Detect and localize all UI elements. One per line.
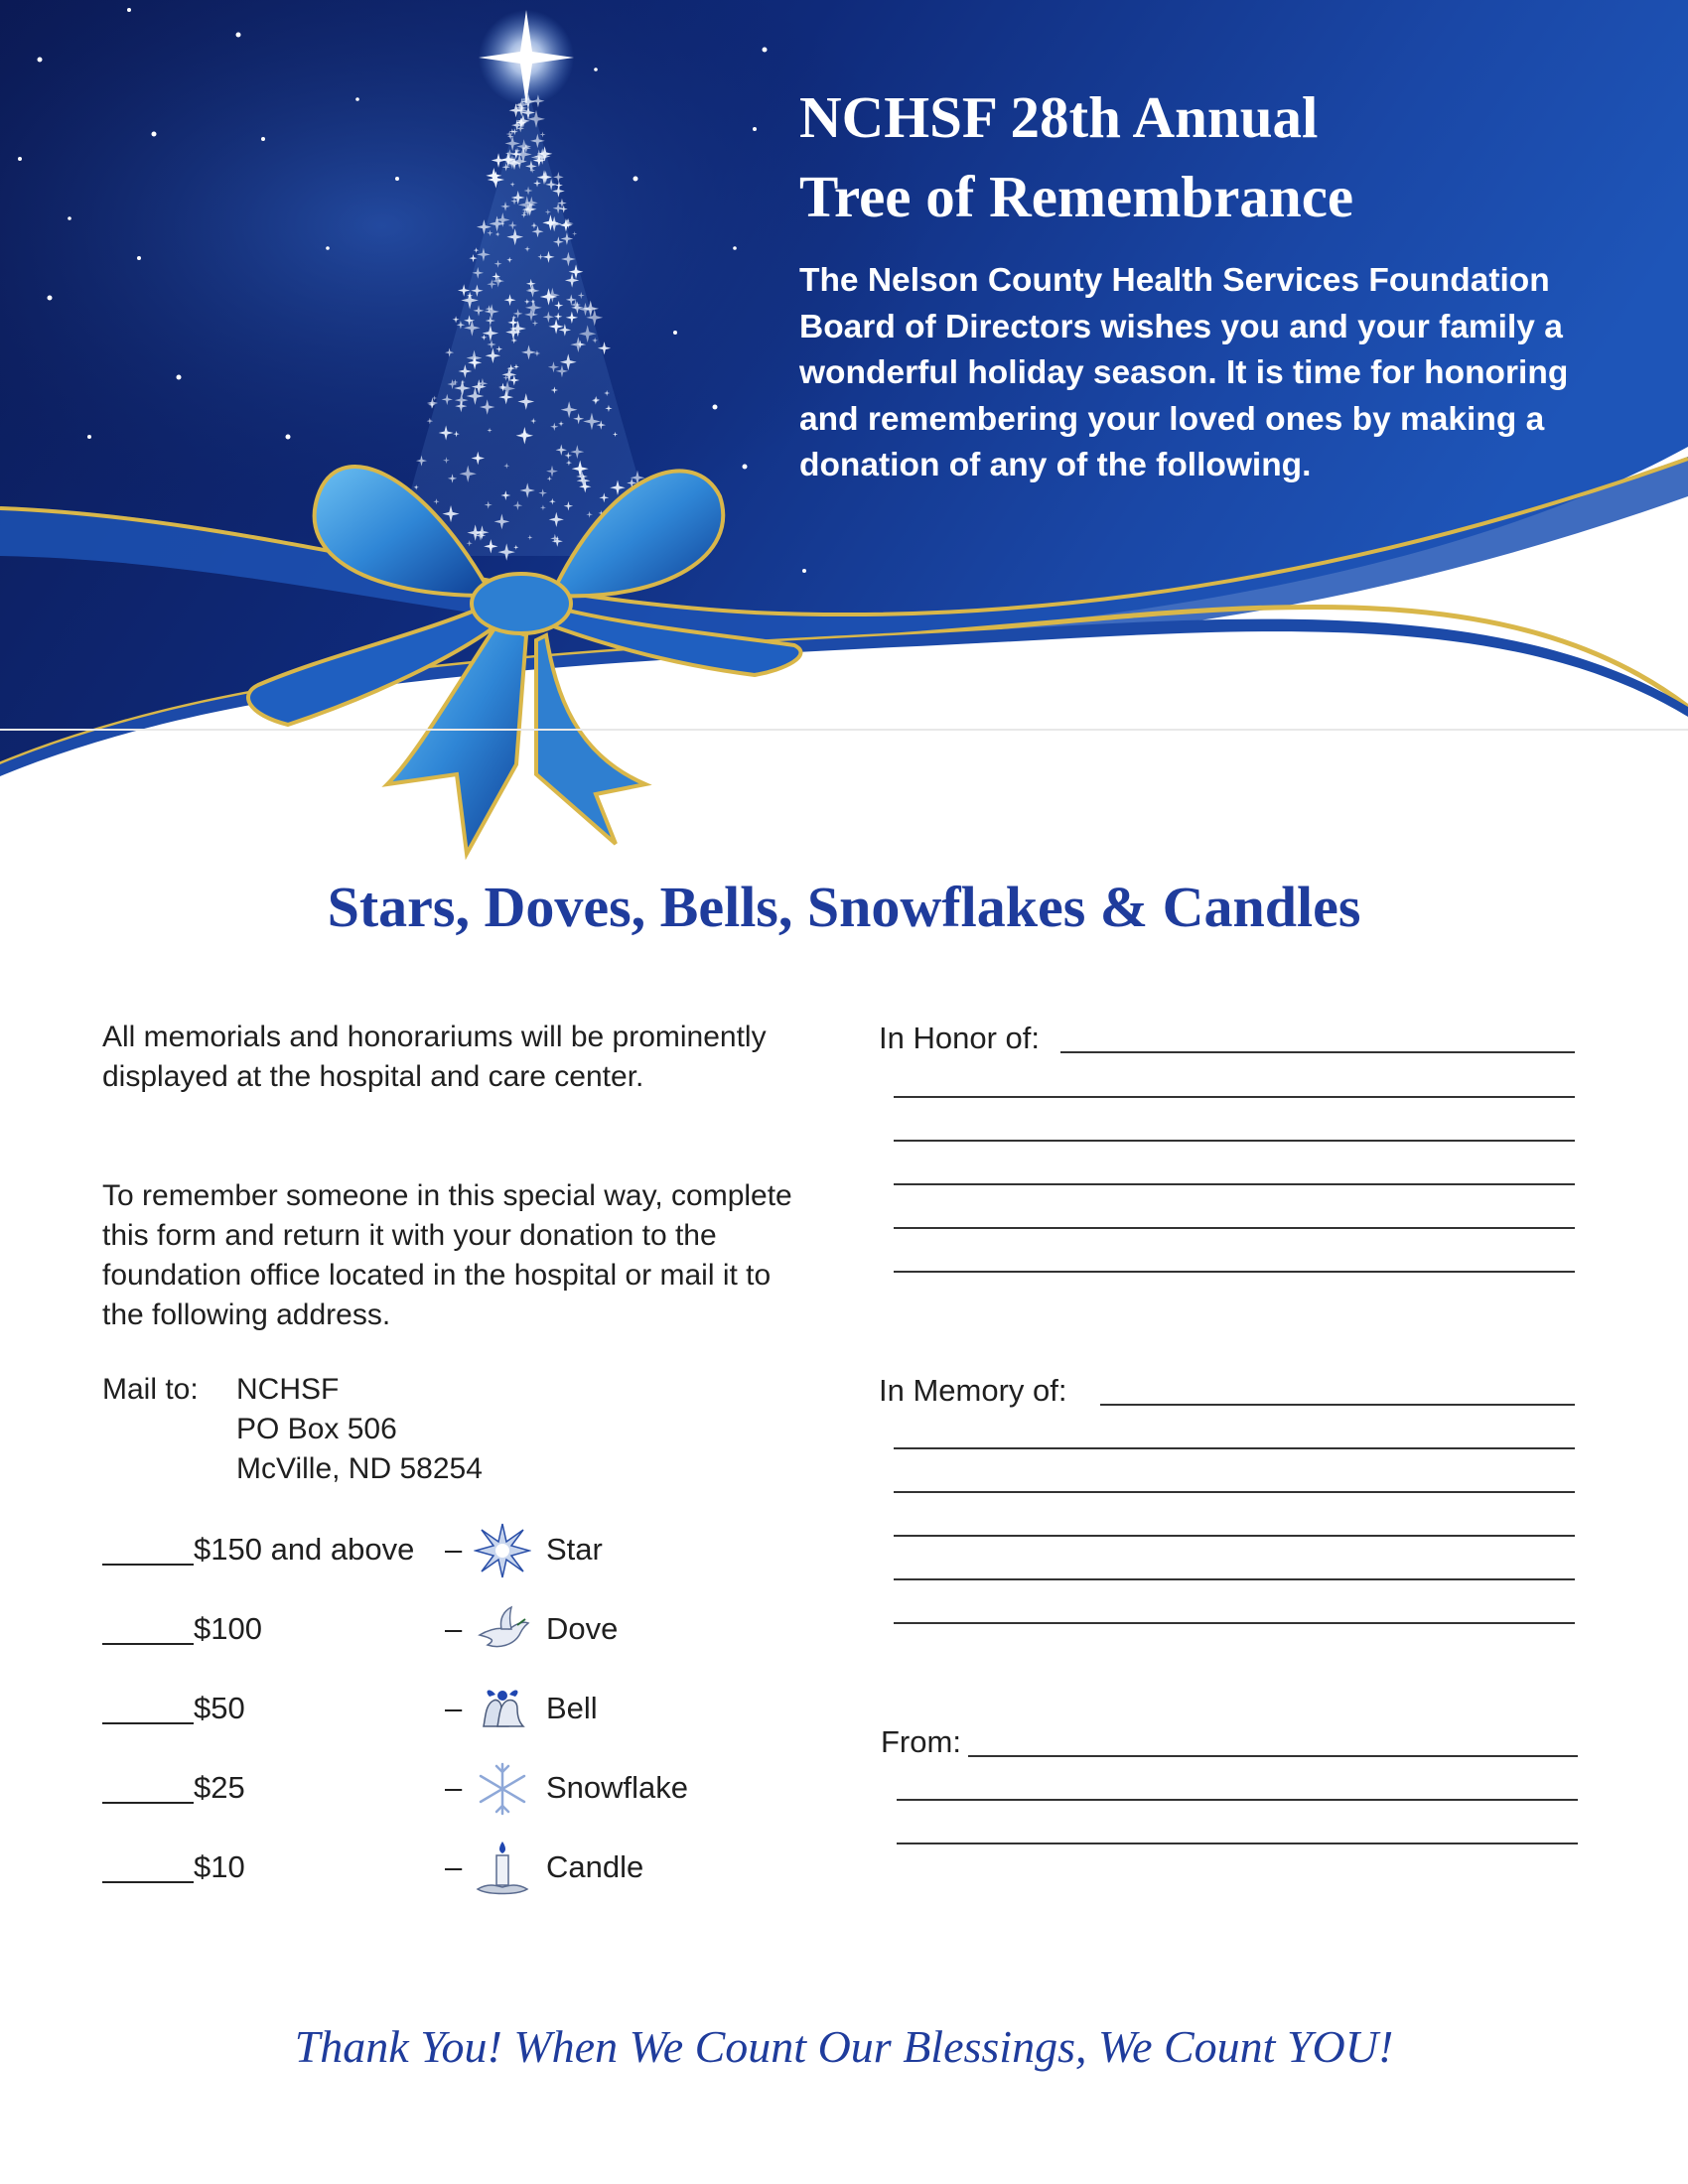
info-paragraph-2: To remember someone in this special way, complete this form and return it with your donation to the foundation office located in the hospital or mail it to the following address. [102, 1179, 792, 1331]
from-line[interactable] [897, 1799, 1578, 1801]
title-line-1: NCHSF 28th Annual [799, 84, 1319, 150]
tier-name: Dove [546, 1611, 619, 1646]
amount-blank[interactable] [102, 1564, 194, 1566]
from-line[interactable] [897, 1843, 1578, 1844]
honor-line[interactable] [894, 1183, 1575, 1185]
tier-bell [102, 1685, 738, 1734]
honor-line[interactable] [894, 1096, 1575, 1098]
honor-line[interactable] [894, 1227, 1575, 1229]
amount-blank[interactable] [102, 1643, 194, 1645]
title-line-2: Tree of Remembrance [799, 164, 1354, 229]
from-label: From: [881, 1724, 961, 1759]
address-line-1: NCHSF [236, 1373, 340, 1406]
memory-name-line[interactable] [1100, 1404, 1575, 1406]
address-line-2: PO Box 506 [236, 1413, 397, 1445]
info-paragraph-1: All memorials and honorariums will be prominently displayed at the hospital and care center. [102, 1021, 767, 1093]
snowflake-icon [474, 1760, 531, 1818]
tier-amount: $100 [194, 1611, 262, 1646]
tier-dash: – [445, 1691, 463, 1725]
address-block [236, 1370, 483, 1489]
tier-name: Bell [546, 1691, 598, 1725]
tier-dash: – [445, 1849, 463, 1884]
dove-icon [474, 1601, 531, 1659]
tier-dash: – [445, 1611, 463, 1646]
section-subtitle: Stars, Doves, Bells, Snowflakes & Candles [327, 875, 1361, 939]
tier-name: Candle [546, 1849, 644, 1884]
tier-amount: $10 [194, 1849, 245, 1884]
tier-amount: $25 [194, 1770, 245, 1805]
intro-text: The Nelson County Health Services Foundation Board of Directors wishes you and your family a wonderful holiday season. It is time for honoring and remembering your loved ones by making a donation of any of the following. [799, 262, 1569, 483]
thank-you-footer: Thank You! When We Count Our Blessings, We Count YOU! [294, 2021, 1394, 2072]
in-honor-of-label: In Honor of: [879, 1021, 1040, 1055]
star-icon [474, 1522, 531, 1579]
memory-line[interactable] [894, 1535, 1575, 1537]
in-memory-of-label: In Memory of: [879, 1373, 1067, 1408]
tier-dove [102, 1605, 738, 1655]
bell-icon [474, 1681, 531, 1738]
honor-line[interactable] [894, 1140, 1575, 1142]
amount-blank[interactable] [102, 1802, 194, 1804]
memory-line[interactable] [894, 1622, 1575, 1624]
tier-candle [102, 1843, 738, 1893]
mail-to-label: Mail to: [102, 1373, 199, 1406]
tier-dash: – [445, 1770, 463, 1805]
memory-line[interactable] [894, 1491, 1575, 1493]
from-name-line[interactable] [968, 1755, 1578, 1757]
amount-blank[interactable] [102, 1722, 194, 1724]
tier-name: Snowflake [546, 1770, 689, 1805]
amount-blank[interactable] [102, 1881, 194, 1883]
memory-line[interactable] [894, 1578, 1575, 1580]
tier-name: Star [546, 1532, 603, 1567]
tier-amount: $150 and above [194, 1532, 415, 1567]
tier-snowflake [102, 1764, 738, 1814]
honor-line[interactable] [894, 1271, 1575, 1273]
tier-amount: $50 [194, 1691, 245, 1725]
tier-star [102, 1526, 738, 1575]
honor-name-line[interactable] [1060, 1051, 1575, 1053]
address-line-3: McVille, ND 58254 [236, 1452, 483, 1485]
tree-top-star [479, 10, 574, 105]
page-title [799, 77, 1653, 236]
memory-line[interactable] [894, 1447, 1575, 1449]
tier-dash: – [445, 1532, 463, 1567]
candle-icon [474, 1840, 531, 1897]
